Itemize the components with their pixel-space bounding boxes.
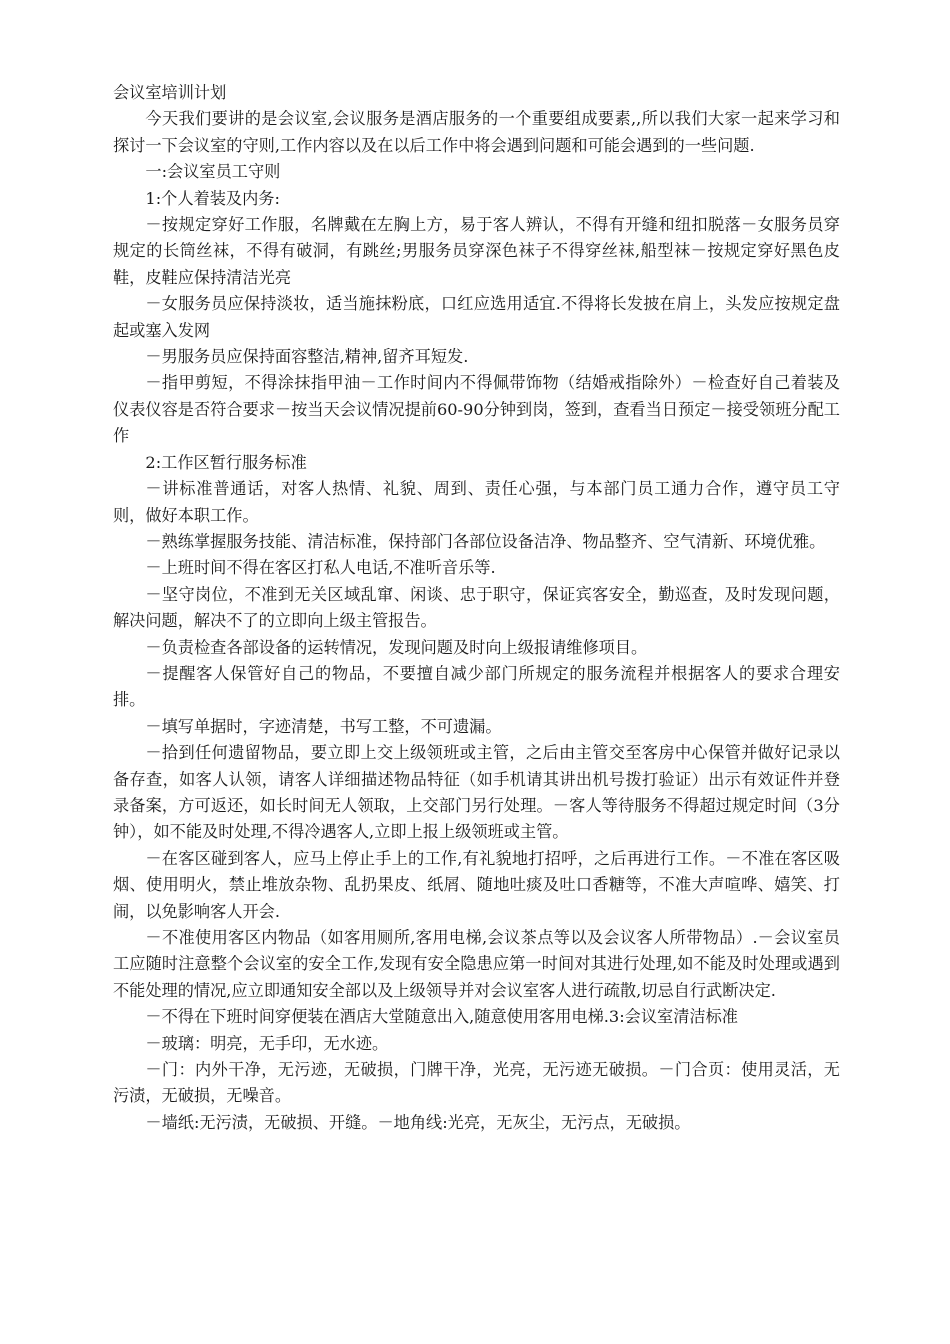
paragraph: －坚守岗位，不准到无关区域乱窜、闲谈、忠于职守，保证宾客安全，勤巡查，及时发现问题，解决问题，解决不了的立即向上级主管报告。 bbox=[113, 584, 840, 631]
paragraph: －墙纸:无污渍，无破损、开缝。－地角线:光亮，无灰尘，无污点，无破损。 bbox=[145, 1112, 691, 1132]
paragraph: －拾到任何遗留物品，要立即上交上级领班或主管，之后由主管交至客房中心保管并做好记录以备存查，如客人认领，请客人详细描述物品特征（如手机请其讲出机号拨打验证）出示有效证件并登录备案，方可返还，如长时间无人领取，上交部门另行处理。－客人等待服务不得超过规定时间（3分钟），如不能及时处理,不得冷遇客人,立即上报上级领班或主管。 bbox=[113, 743, 840, 842]
paragraph: －熟练掌握服务技能、清洁标准，保持部门各部位设备洁净、物品整齐、空气清新、环境优雅。 bbox=[145, 531, 826, 551]
paragraph: －门：内外干净，无污迹，无破损，门牌干净，光亮，无污迹无破损。－门合页：使用灵活，无污渍，无破损，无噪音。 bbox=[113, 1060, 840, 1106]
paragraph: －男服务员应保持面容整洁,精神,留齐耳短发. bbox=[145, 347, 469, 367]
paragraph: －指甲剪短，不得涂抹指甲油－工作时间内不得佩带饰物（结婚戒指除外）－检查好自己着装及仪表仪容是否符合要求－按当天会议情况提前60-90分钟到岗，签到，查看当日预定－接受领班分配工作 bbox=[113, 373, 840, 446]
paragraph: －玻璃：明亮，无手印，无水迹。 bbox=[145, 1033, 389, 1053]
paragraph: －不准使用客区内物品（如客用厕所,客用电梯,会议茶点等以及会议客人所带物品）.－会议室员工应随时注意整个会议室的安全工作,发现有安全隐患应第一时间对其进行处理,如不能及时处理或遇到不能处理的情况,应立即通知安全部以及上级领导并对会议室客人进行疏散,切忌自行武断决定. bbox=[113, 928, 840, 1000]
paragraph: －上班时间不得在客区打私人电话,不准听音乐等. bbox=[145, 558, 496, 578]
paragraph: －提醒客人保管好自己的物品，不要擅自减少部门所规定的服务流程并根据客人的要求合理安排。 bbox=[113, 663, 840, 710]
document-title: 会议室培训计划 bbox=[113, 83, 227, 102]
subsection-heading-1: 1:个人着装及内务: bbox=[145, 188, 280, 208]
document-page bbox=[113, 80, 840, 1136]
paragraph: －在客区碰到客人，应马上停止手上的工作,有礼貌地打招呼，之后再进行工作。－不准在客区吸烟、使用明火，禁止堆放杂物、乱扔果皮、纸屑、随地吐痰及吐口香糖等，不准大声喧哗、嬉笑、打闹，以免影响客人开会. bbox=[113, 848, 840, 921]
paragraph-intro: 今天我们要讲的是会议室,会议服务是酒店服务的一个重要组成要素,,所以我们大家一起来学习和探讨一下会议室的守则,工作内容以及在以后工作中将会遇到问题和可能会遇到的一些问题. bbox=[113, 109, 840, 155]
subsection-heading-2: 2:工作区暂行服务标准 bbox=[145, 452, 307, 472]
paragraph: －讲标准普通话，对客人热情、礼貌、周到、责任心强，与本部门员工通力合作，遵守员工守则，做好本职工作。 bbox=[113, 479, 840, 525]
paragraph: －不得在下班时间穿便装在酒店大堂随意出入,随意使用客用电梯.3:会议室清洁标准 bbox=[145, 1007, 738, 1027]
paragraph: －女服务员应保持淡妆，适当施抹粉底，口红应选用适宜.不得将长发披在肩上，头发应按规定盘起或塞入发网 bbox=[113, 294, 840, 340]
paragraph: －按规定穿好工作服，名牌戴在左胸上方，易于客人辨认，不得有开缝和纽扣脱落－女服务员穿规定的长筒丝袜，不得有破洞，有跳丝;男服务员穿深色袜子不得穿丝袜,船型袜－按规定穿好黑色皮鞋，皮鞋应保持清洁光亮 bbox=[113, 215, 840, 287]
section-heading-1: 一:会议室员工守则 bbox=[145, 162, 281, 182]
paragraph: －填写单据时，字迹清楚，书写工整，不可遗漏。 bbox=[145, 716, 502, 736]
paragraph: －负责检查各部设备的运转情况，发现问题及时向上级报请维修项目。 bbox=[145, 637, 648, 657]
